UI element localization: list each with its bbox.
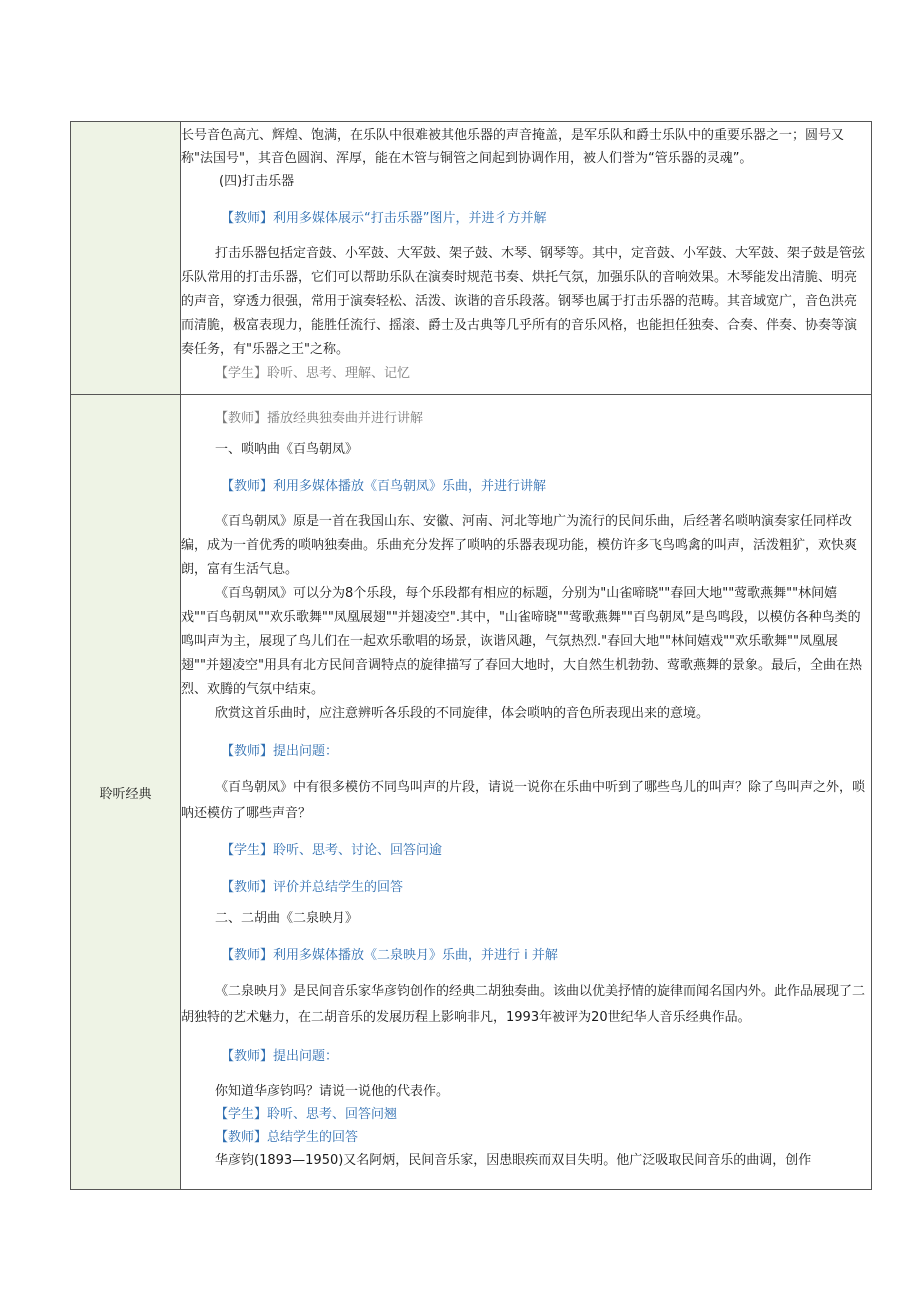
teacher-note: 【教师】提出问题： (221, 744, 339, 759)
student-note: 【学生】聆听、思考、讨论、回答问逾 (221, 843, 443, 858)
paragraph: 华彦钧(1893—1950)又名阿炳，民间音乐家，因患眼疾而双目失明。他广泛吸取民间音乐的曲调，创作 (215, 1153, 812, 1168)
teacher-note: 【教师】总结学生的回答 (215, 1130, 359, 1145)
paragraph: 欣赏这首乐曲时，应注意辨听各乐段的不同旋律，体会唢呐的音色所表现出来的意境。 (215, 706, 710, 721)
paragraph: 长号音色高亢、辉煌、饱满，在乐队中很难被其他乐器的声音掩盖，是军乐队和爵士乐队中的重要乐器之一；圆号又称"法国号"，其音色圆润、浑厚，能在木管与铜管之间起到协调作用，被人们誉为“管乐器的灵魂”。 (181, 128, 845, 166)
teacher-note: 【教师】播放经典独奏曲并进行讲解 (215, 411, 424, 426)
teacher-note: 【教师】评价并总结学生的回答 (221, 880, 404, 895)
student-note: 【学生】聆听、思考、回答问翘 (215, 1107, 398, 1122)
paragraph: 《百鸟朝凤》原是一首在我国山东、安徽、河南、河北等地广为流行的民间乐曲，后经著名唢呐演奏家任同样改编，成为一首优秀的唢呐独奏曲。乐曲充分发挥了唢呐的乐器表现功能，模仿许多飞鸟鸣禽的叫声，活泼粗犷，欢快爽朗，富有生活气息。 (181, 514, 858, 577)
section-heading: (四)打击乐器 (219, 174, 295, 189)
lesson-plan-table (70, 121, 872, 1190)
question-text: 《百鸟朝凤》中有很多模仿不同鸟叫声的片段，请说一说你在乐曲中听到了哪些鸟儿的叫声？除了鸟叫声之外，唢呐还模仿了哪些声音？ (181, 780, 866, 821)
content-cell (181, 395, 872, 1190)
lesson-plan-page (70, 121, 872, 1190)
teacher-note: 【教师】利用多媒体播放《二泉映月》乐曲，并进行 i 并解 (221, 948, 558, 963)
content-cell (181, 122, 872, 395)
paragraph: 《二泉映月》是民间音乐家华彦钧创作的经典二胡独奏曲。该曲以优美抒情的旋律而闻名国内外。此作品展现了二胡独特的艺术魅力，在二胡音乐的发展历程上影响非凡，1993年被评为20世纪华人音乐经典作品。 (181, 984, 866, 1025)
question-text: 你知道华彦钧吗？请说一说他的代表作。 (215, 1084, 450, 1099)
section-heading: 一、唢呐曲《百鸟朝凤》 (215, 442, 359, 457)
teacher-note: 【教师】利用多媒体展示“打击乐器”图片，并进彳方并解 (221, 211, 547, 226)
paragraph: 打击乐器包括定音鼓、小军鼓、大军鼓、架子鼓、木琴、钢琴等。其中，定音鼓、小军鼓、大军鼓、架子鼓是管弦乐队常用的打击乐器，它们可以帮助乐队在演奏时规范书奏、烘托气氛，加强乐队的音响效果。木琴能发出清脆、明亮的声音，穿透力很强，常用于演奏轻松、活泼、诙谐的音乐段落。钢琴也属于打击乐器的范畴。其音域宽广，音色洪亮而清脆，极富表现力，能胜任流行、摇滚、爵士及古典等几乎所有的音乐风格，也能担任独奏、合奏、伴奏、协奏等演奏任务，有"乐器之王"之称。 (181, 246, 866, 357)
row-label-cell (71, 122, 181, 395)
teacher-note: 【教师】利用多媒体播放《百鸟朝凤》乐曲，并进行讲解 (221, 479, 547, 494)
paragraph: 《百鸟朝凤》可以分为8个乐段，每个乐段都有相应的标题，分别为"山雀啼晓""春回大地""莺歌燕舞""林间嬉戏""百鸟朝凤""欢乐歌舞""凤凰展翅""并翅凌空".其中，"山雀啼晓""莺歌燕舞""百鸟朝凤”是鸟鸣段，以模仿各种鸟类的鸣叫声为主，展现了鸟儿们在一起欢乐歌唱的场景，诙谐风趣，气氛热烈."春回大地""林间嬉戏""欢乐歌舞""凤凰展翅""并翅凌空"用具有北方民间音调特点的旋律描写了春回大地时，大自然生机勃勃、莺歌燕舞的景象。最后，全曲在热烈、欢腾的气氛中结束。 (181, 586, 862, 697)
section-heading: 二、二胡曲《二泉映月》 (215, 911, 359, 926)
teacher-note: 【教师】提出问题： (221, 1049, 339, 1064)
row-label-cell: 聆听经典 (71, 395, 181, 1190)
student-note: 【学生】聆听、思考、理解、记忆 (215, 366, 411, 381)
table-row (71, 395, 872, 1190)
table-row (71, 122, 872, 395)
